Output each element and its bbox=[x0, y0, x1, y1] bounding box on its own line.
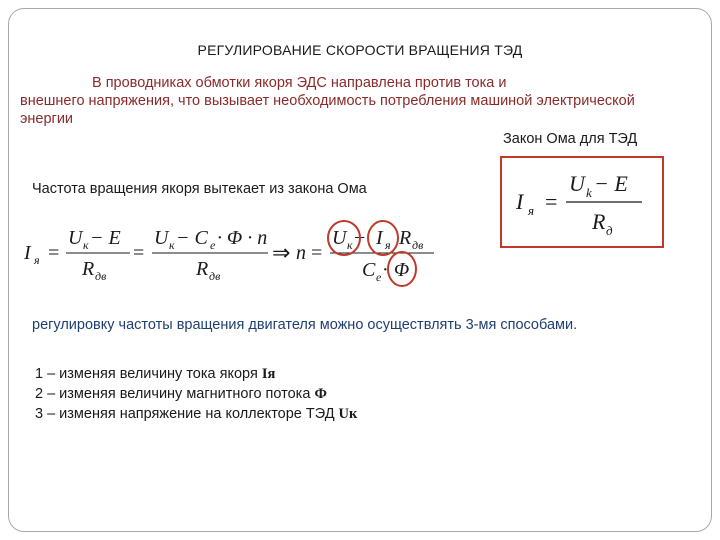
frequency-label: Частота вращения якоря вытекает из закона Ома bbox=[32, 181, 367, 197]
svg-text:C: C bbox=[362, 259, 376, 281]
svg-text:к: к bbox=[169, 238, 175, 252]
svg-text:я: я bbox=[385, 238, 391, 252]
ohm-num-rest: − E bbox=[594, 171, 628, 196]
ohm-num-u: U bbox=[569, 171, 585, 196]
svg-text:−: − bbox=[354, 227, 366, 249]
svg-text:R: R bbox=[399, 227, 412, 249]
slide-title: РЕГУЛИРОВАНИЕ СКОРОСТИ ВРАЩЕНИЯ ТЭД bbox=[197, 42, 523, 58]
svg-text:U: U bbox=[154, 227, 169, 249]
svg-text:· Φ · n: · Φ · n bbox=[217, 227, 268, 249]
svg-text:− C: − C bbox=[176, 227, 208, 249]
svg-text:я: я bbox=[34, 253, 40, 267]
svg-text:=: = bbox=[133, 242, 145, 264]
svg-text:дв: дв bbox=[412, 238, 424, 252]
ohm-law-formula bbox=[502, 158, 662, 246]
intro-line-rest: внешнего напряжения, что вызывает необходимость потребления машиной электрической энергии bbox=[20, 93, 635, 127]
svg-text:=: = bbox=[311, 242, 323, 264]
methods-list bbox=[35, 364, 357, 424]
ohm-law-formula-box bbox=[500, 156, 664, 248]
svg-text:дв: дв bbox=[95, 269, 107, 283]
svg-text:=: = bbox=[48, 242, 60, 264]
ohm-num-u-sub: k bbox=[586, 185, 592, 200]
svg-text:I: I bbox=[376, 227, 383, 249]
ohm-law-label: Закон Ома для ТЭД bbox=[503, 131, 638, 147]
svg-text:·: · bbox=[382, 259, 389, 281]
list-item: 2 – изменяя величину магнитного потока Ф bbox=[35, 386, 327, 402]
svg-text:U: U bbox=[68, 227, 83, 249]
svg-text:е: е bbox=[376, 270, 382, 284]
ohm-den-sub: д bbox=[606, 223, 613, 238]
highlight-circle-current bbox=[368, 221, 398, 255]
speed-derivation-formula bbox=[20, 218, 450, 288]
ohm-den: R bbox=[592, 209, 606, 234]
svg-text:n: n bbox=[296, 242, 306, 264]
ohm-lhs: I bbox=[516, 189, 524, 214]
intro-paragraph bbox=[20, 74, 680, 128]
list-item: 3 – изменяя напряжение на коллекторе ТЭД Uк bbox=[35, 406, 358, 422]
svg-text:=: = bbox=[545, 189, 558, 214]
regulation-statement: регулировку частоты вращения двигателя можно осуществлять 3-мя способами. bbox=[32, 317, 578, 333]
svg-text:R: R bbox=[196, 258, 209, 280]
svg-text:к: к bbox=[347, 238, 353, 252]
svg-text:Φ: Φ bbox=[394, 259, 410, 281]
svg-text:к: к bbox=[83, 238, 89, 252]
ohm-lhs-sub: я bbox=[528, 203, 535, 218]
svg-text:дв: дв bbox=[209, 269, 221, 283]
intro-line-1: В проводниках обмотки якоря ЭДС направлена против тока и bbox=[92, 75, 507, 91]
svg-text:R: R bbox=[82, 258, 95, 280]
svg-text:е: е bbox=[210, 238, 216, 252]
list-item: 1 – изменяя величину тока якоря Iя bbox=[35, 366, 276, 382]
svg-text:U: U bbox=[332, 227, 347, 249]
svg-text:− E: − E bbox=[90, 227, 121, 249]
deriv-lhs: I bbox=[24, 242, 31, 264]
svg-text:⇒: ⇒ bbox=[272, 240, 291, 265]
